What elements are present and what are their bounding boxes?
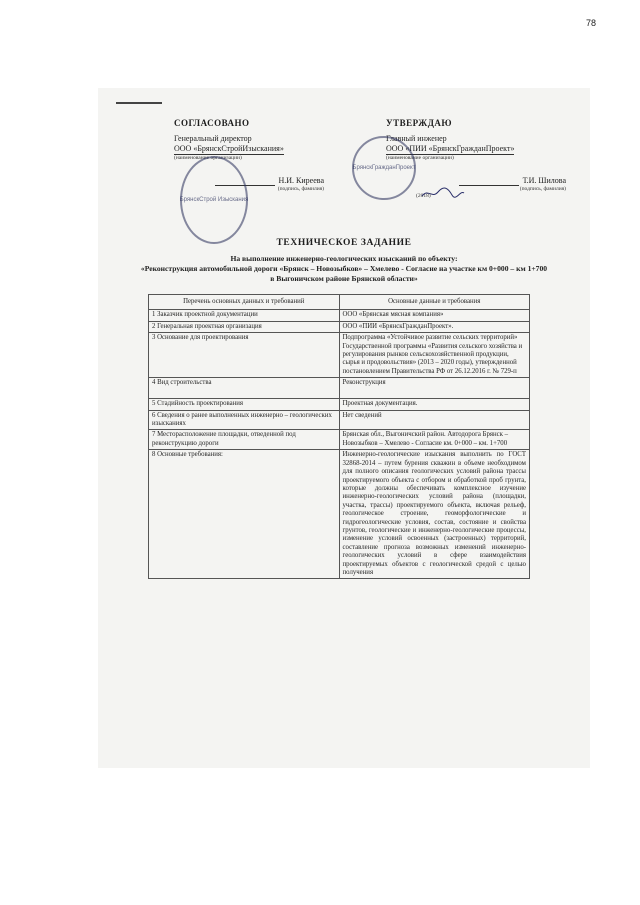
- requirement-label: 6 Сведения о ранее выполненных инженерно – геологических изысканиях: [149, 410, 340, 430]
- requirement-label: 2 Генеральная проектная организация: [149, 321, 340, 332]
- column-header: Основные данные и требования: [339, 295, 530, 310]
- table-row: [149, 450, 530, 579]
- seal-text: БрянскГражданПроект: [352, 165, 416, 171]
- requirement-label: 4 Вид строительства: [149, 378, 340, 399]
- requirement-value: Проектная документация.: [339, 399, 530, 410]
- requirement-value: Инженерно-геологические изыскания выполнить по ГОСТ 32868-2014 – путем бурения скважин в объеме необходимом для полного описания геологических условий района трассы проектируемого объекта с отбором и обработкой проб грунта, которые должны обеспечивать комплексное изучение инженерно-геологических условий района (площадки, участка, трассы) проектируемого объекта, включая рельеф, геологическое строение, геоморфологические и гидрогеологические условия, состав, состояние и свойства грунтов, геологические и инженерно-геологические процессы, изменение условий освоенных (застроенных) территорий, составление прогноза возможных изменений инженерно-геологических условий в сфере взаимодействия проектируемых объектов с геологической средой с целью получения: [339, 450, 530, 579]
- requirements-table: [148, 294, 530, 579]
- organization-caption: (наименование организации): [386, 155, 454, 161]
- table-header-row: [149, 295, 530, 310]
- column-header: Перечень основных данных и требований: [149, 295, 340, 310]
- seal-text: БрянскСтрой Изыскания: [179, 197, 249, 203]
- approval-year: (2018): [416, 193, 431, 199]
- stamp-seal-right: [352, 136, 416, 200]
- document-title: ТЕХНИЧЕСКОЕ ЗАДАНИЕ: [276, 238, 412, 248]
- table-row: [149, 378, 530, 399]
- requirement-label: 8 Основные требования:: [149, 450, 340, 579]
- table-row: [149, 430, 530, 450]
- table-row: [149, 410, 530, 430]
- organization-caption: (наименование организации): [174, 155, 242, 161]
- requirement-value: Реконструкция: [339, 378, 530, 399]
- handwritten-signature: [420, 186, 466, 200]
- requirement-label: 5 Стадийность проектирования: [149, 399, 340, 410]
- page-number: 78: [586, 18, 597, 28]
- scanned-document: [98, 88, 590, 768]
- table-row: [149, 310, 530, 321]
- approval-position: Главный инженер: [386, 134, 447, 143]
- requirement-value: Подпрограмма «Устойчивое развитие сельских территорий» Государственной программы «Развития сельского хозяйства и регулирования рынков сельскохозяйственной продукции, сырья и продовольствия» (2013 – 2020 годы), утвержденной постановлением Правительства РФ от 26.12.2016 г. № 729-п: [339, 333, 530, 378]
- stamp-seal-left: [180, 156, 248, 244]
- table-row: [149, 321, 530, 332]
- approval-organization: ООО «БрянскСтройИзыскания»: [174, 144, 284, 153]
- approval-position: Генеральный директор: [174, 134, 252, 143]
- signer-caption: (подпись, фамилия): [277, 186, 324, 192]
- signer-name: Н.И. Киреева: [278, 176, 324, 185]
- requirement-value: Нет сведений: [339, 410, 530, 430]
- approval-heading: СОГЛАСОВАНО: [174, 118, 250, 128]
- document-subtitle: [138, 254, 550, 284]
- top-rule: [116, 102, 162, 104]
- requirement-value: Брянская обл., Выгоничский район. Автодорога Брянск – Новозыбков – Хмелево - Согласие км. 0+000 – км. 1+700: [339, 430, 530, 450]
- requirement-value: ООО «ПИИ «БрянскГражданПроект».: [339, 321, 530, 332]
- requirement-value: ООО «Брянская мясная компания»: [339, 310, 530, 321]
- approval-organization: ООО «ПИИ «БрянскГражданПроект»: [386, 144, 515, 153]
- signer-name: Т.И. Шилова: [522, 176, 566, 185]
- signer-caption: (подпись, фамилия): [519, 186, 566, 192]
- subtitle-line: «Реконструкция автомобильной дороги «Брянск – Новозыбков» – Хмелево - Согласие на участке км 0+000 – км 1+700 в Выгоничском районе Брянской области»: [140, 264, 548, 283]
- requirement-label: 7 Месторасположение площадки, отведенной под реконструкцию дороги: [149, 430, 340, 450]
- table-row: [149, 399, 530, 410]
- subtitle-line: На выполнение инженерно-геологических изысканий по объекту:: [230, 254, 458, 263]
- signature-line: [459, 176, 519, 186]
- requirement-label: 1 Заказчик проектной документации: [149, 310, 340, 321]
- approval-heading: УТВЕРЖДАЮ: [386, 118, 453, 128]
- requirement-label: 3 Основание для проектирования: [149, 333, 340, 378]
- table-row: [149, 333, 530, 378]
